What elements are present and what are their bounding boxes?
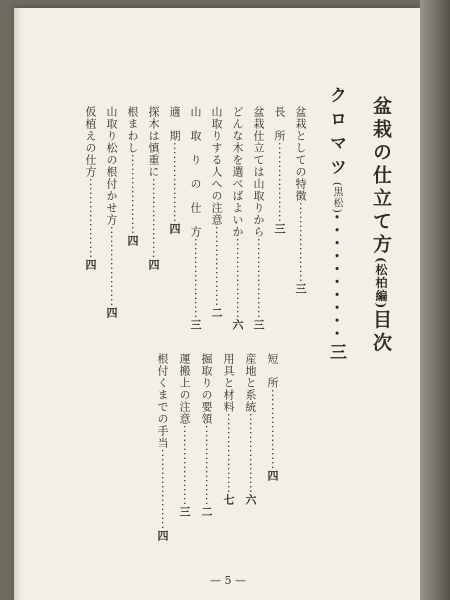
toc-leader: ·················· — [294, 202, 307, 283]
toc-entry-page: 四 — [156, 529, 169, 542]
toc-entry — [208, 106, 224, 319]
toc-entry-page: 六 — [231, 318, 244, 331]
toc-entry-title: 産地と系統 — [244, 353, 257, 413]
toc-leader: ·················· — [266, 389, 279, 470]
toc-entry — [198, 353, 214, 518]
toc-entry-page: 四 — [147, 258, 160, 271]
section-leader: ·········· — [326, 213, 346, 343]
toc-leader: ·················· — [200, 425, 213, 506]
toc-entry — [166, 106, 182, 235]
toc-leader: ·················· — [231, 238, 244, 319]
toc-entry-page: 四 — [105, 306, 118, 319]
toc-leader: ·················· — [147, 178, 160, 259]
toc-leader: ·················· — [126, 154, 139, 235]
toc-entry — [145, 106, 161, 271]
section-page-number: 三 — [326, 343, 346, 367]
book-page — [14, 8, 420, 600]
toc-entry-title: 山取りする人への注意 — [210, 106, 223, 226]
toc-entry — [176, 353, 192, 518]
toc-entry-page: 三 — [252, 318, 265, 331]
toc-entry-page: 三 — [294, 282, 307, 295]
toc-entry-title: 根まわし — [126, 106, 139, 154]
toc-entry-title: 短 所 — [266, 353, 279, 389]
toc-entry — [82, 106, 98, 271]
toc-leader: ·················· — [222, 413, 235, 494]
toc-entry — [124, 106, 140, 247]
toc-title-suffix: 目次 — [370, 309, 392, 356]
toc-title-sub: (松柏編) — [374, 257, 388, 310]
toc-entry-page: 四 — [84, 258, 97, 271]
book-spine — [420, 0, 450, 600]
section-heading-main: クロマツ — [326, 86, 346, 182]
toc-entry-title: 盆栽仕立ては山取りから — [252, 106, 265, 238]
toc-entry-title: 適 期 — [168, 106, 181, 142]
toc-entry-title: 掘取りの要領 — [200, 353, 213, 425]
toc-leader: ·················· — [273, 142, 286, 223]
toc-entry-title: 根付くまでの手当 — [156, 353, 169, 449]
toc-leader: ·················· — [244, 413, 257, 494]
toc-leader: ·················· — [84, 178, 97, 259]
toc-entry-page: 二 — [210, 306, 223, 319]
toc-title — [368, 96, 395, 355]
toc-entry — [250, 106, 266, 331]
toc-leader: ·················· — [210, 226, 223, 307]
toc-entry-page: 三 — [178, 505, 191, 518]
section-heading-sub: (黒松) — [331, 182, 342, 214]
toc-leader: ·················· — [178, 425, 191, 506]
toc-entry-title: どんな木を選べばよいか — [231, 106, 244, 238]
toc-entry-page: 三 — [273, 222, 286, 235]
toc-entry-page: 二 — [200, 505, 213, 518]
toc-entry — [292, 106, 308, 295]
toc-entry — [271, 106, 287, 235]
toc-entry-title: 運搬上の注意 — [178, 353, 191, 425]
toc-entry-page: 四 — [266, 469, 279, 482]
toc-entry-title: 探木は慎重に — [147, 106, 160, 178]
toc-entry — [154, 353, 170, 542]
toc-entry-title: 盆栽としての特徴 — [294, 106, 307, 202]
toc-entry — [187, 106, 203, 331]
toc-entry-title: 用具と材料 — [222, 353, 235, 413]
toc-entry-title: 山 取 り の 仕 方 — [189, 106, 202, 238]
toc-entry — [229, 106, 245, 331]
toc-leader: ·················· — [252, 238, 265, 319]
toc-entry-title: 長 所 — [273, 106, 286, 142]
toc-entry-page: 四 — [126, 234, 139, 247]
toc-entry-title: 山取り松の根付かせ方 — [105, 106, 118, 226]
page-number-footer: — 5 — — [210, 574, 246, 587]
toc-leader: ·················· — [156, 449, 169, 530]
toc-title-main: 盆栽の仕立て方 — [370, 96, 392, 257]
toc-entry-page: 四 — [168, 222, 181, 235]
toc-entry — [103, 106, 119, 319]
toc-leader: ·················· — [189, 238, 202, 319]
toc-leader: ·················· — [105, 226, 118, 307]
toc-entry-page: 七 — [222, 493, 235, 506]
toc-entry — [220, 353, 236, 506]
toc-leader: ·················· — [168, 142, 181, 223]
toc-entry-page: 六 — [244, 493, 257, 506]
section-heading — [324, 86, 349, 367]
toc-entry — [264, 353, 280, 482]
toc-entry-title: 仮植えの仕方 — [84, 106, 97, 178]
toc-entry-page: 三 — [189, 318, 202, 331]
toc-entry — [242, 353, 258, 506]
